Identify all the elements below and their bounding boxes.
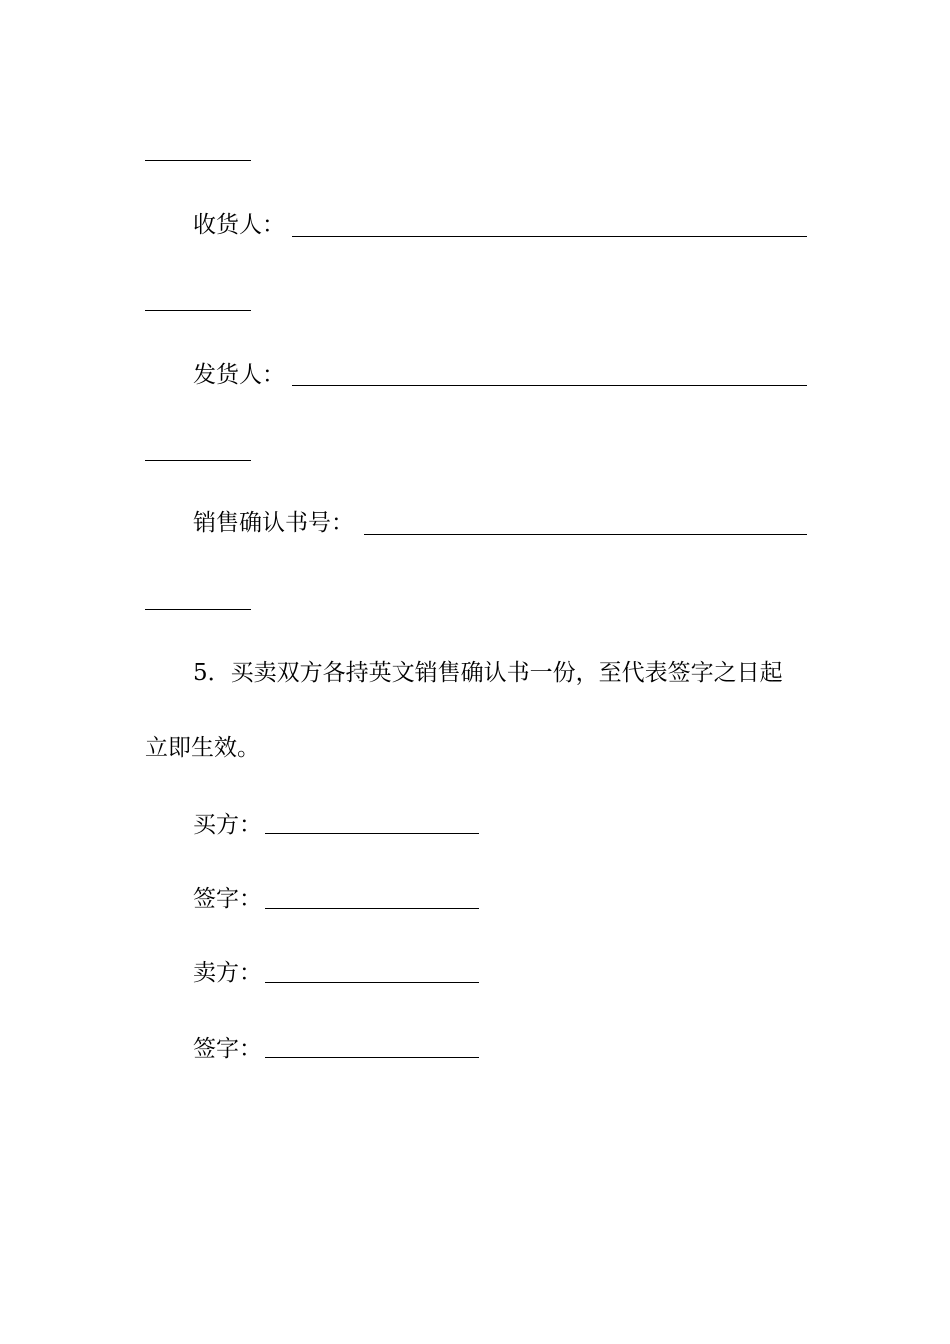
sales-confirmation-no-blank[interactable] [364,534,807,535]
consignee-label: 收货人： [193,212,285,238]
sales-confirmation-no-label: 销售确认书号： [193,510,354,536]
clause-5-line-2: 立即生效。 [145,735,260,761]
clause-5-line-1: 5．买卖双方各持英文销售确认书一份，至代表签字之日起 [193,660,783,686]
consignee-continuation-underline [145,310,251,311]
shipper-blank[interactable] [292,385,807,386]
buyer-signature-blank[interactable] [265,908,479,909]
buyer-label: 买方： [193,812,262,838]
seller-signature-blank[interactable] [265,1057,479,1058]
consignee-blank[interactable] [292,236,807,237]
shipper-label: 发货人： [193,362,285,388]
sales-confirmation-no-continuation-underline [145,609,251,610]
seller-blank[interactable] [265,982,479,983]
shipper-continuation-underline [145,460,251,461]
seller-label: 卖方： [193,960,262,986]
buyer-blank[interactable] [265,833,479,834]
seller-signature-label: 签字： [193,1036,262,1062]
buyer-signature-label: 签字： [193,886,262,912]
continuation-underline [145,160,251,161]
